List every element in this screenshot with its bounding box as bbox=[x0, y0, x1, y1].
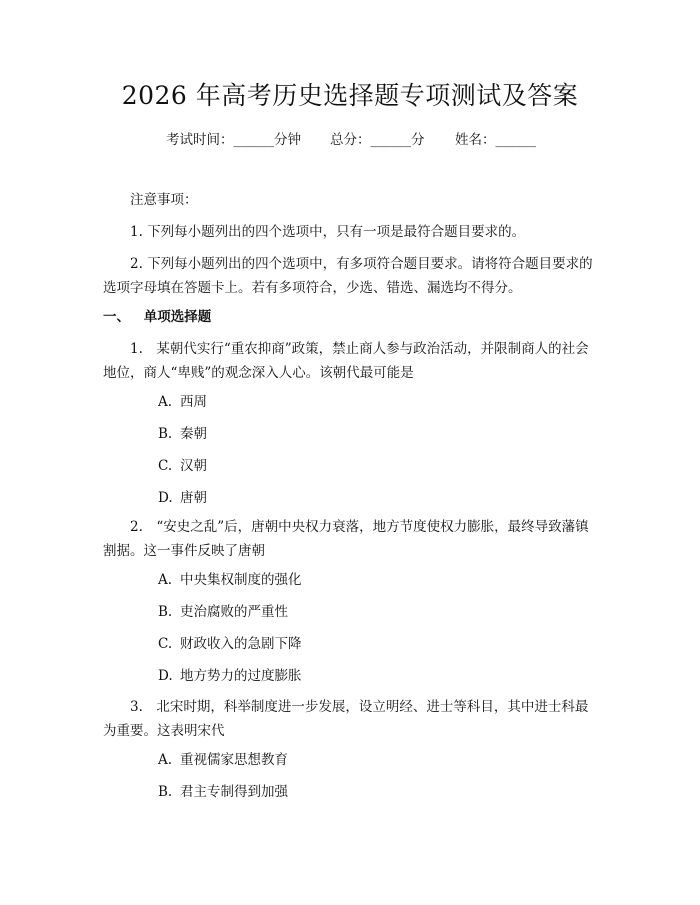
question-1-option-d: D. 唐朝 bbox=[158, 490, 207, 506]
section-heading bbox=[103, 307, 211, 327]
question-1-stem: 1. 某朝代实行“重农抑商”政策，禁止商人参与政治活动，并限制商人的社会地位，商人“卑贱”的观念深入人心。该朝代最可能是 bbox=[103, 341, 589, 381]
notice-heading: 注意事项： bbox=[130, 192, 198, 208]
notice-item-1: 1. 下列每小题列出的四个选项中，只有一项是最符合题目要求的。 bbox=[130, 224, 526, 240]
question-1-option-c: C. 汉朝 bbox=[158, 458, 207, 474]
question-3-option-b: B. 君主专制得到加强 bbox=[158, 784, 288, 800]
section-number: 一、 bbox=[103, 309, 130, 325]
question-2-option-c: C. 财政收入的急剧下降 bbox=[158, 636, 302, 652]
exam-time-label: 考试时间：______分钟 bbox=[166, 132, 301, 148]
notice-item-2: 2. 下列每小题列出的四个选项中，有多项符合题目要求。请将符合题目要求的选项字母填在答题卡上。若有多项符合，少选、错选、漏选均不得分。 bbox=[103, 256, 593, 296]
question-2-option-d: D. 地方势力的过度膨胀 bbox=[158, 668, 302, 684]
name-label: 姓名：______ bbox=[455, 132, 536, 148]
document-title: 2026 年高考历史选择题专项测试及答案 bbox=[121, 81, 579, 110]
question-3-stem: 3. 北宋时期，科举制度进一步发展，设立明经、进士等科目，其中进士科最为重要。这表明宋代 bbox=[103, 699, 589, 739]
section-title: 单项选择题 bbox=[143, 309, 212, 325]
question-2-stem: 2. “安史之乱”后，唐朝中央权力衰落，地方节度使权力膨胀，最终导致藩镇割据。这一事件反映了唐朝 bbox=[103, 519, 589, 559]
question-1-option-a: A. 西周 bbox=[158, 394, 207, 410]
total-score-label: 总分：______分 bbox=[330, 132, 425, 148]
question-2-option-a: A. 中央集权制度的强化 bbox=[158, 572, 302, 588]
question-2-option-b: B. 吏治腐败的严重性 bbox=[158, 604, 288, 620]
question-1-option-b: B. 秦朝 bbox=[158, 426, 207, 442]
question-3-option-a: A. 重视儒家思想教育 bbox=[158, 752, 288, 768]
